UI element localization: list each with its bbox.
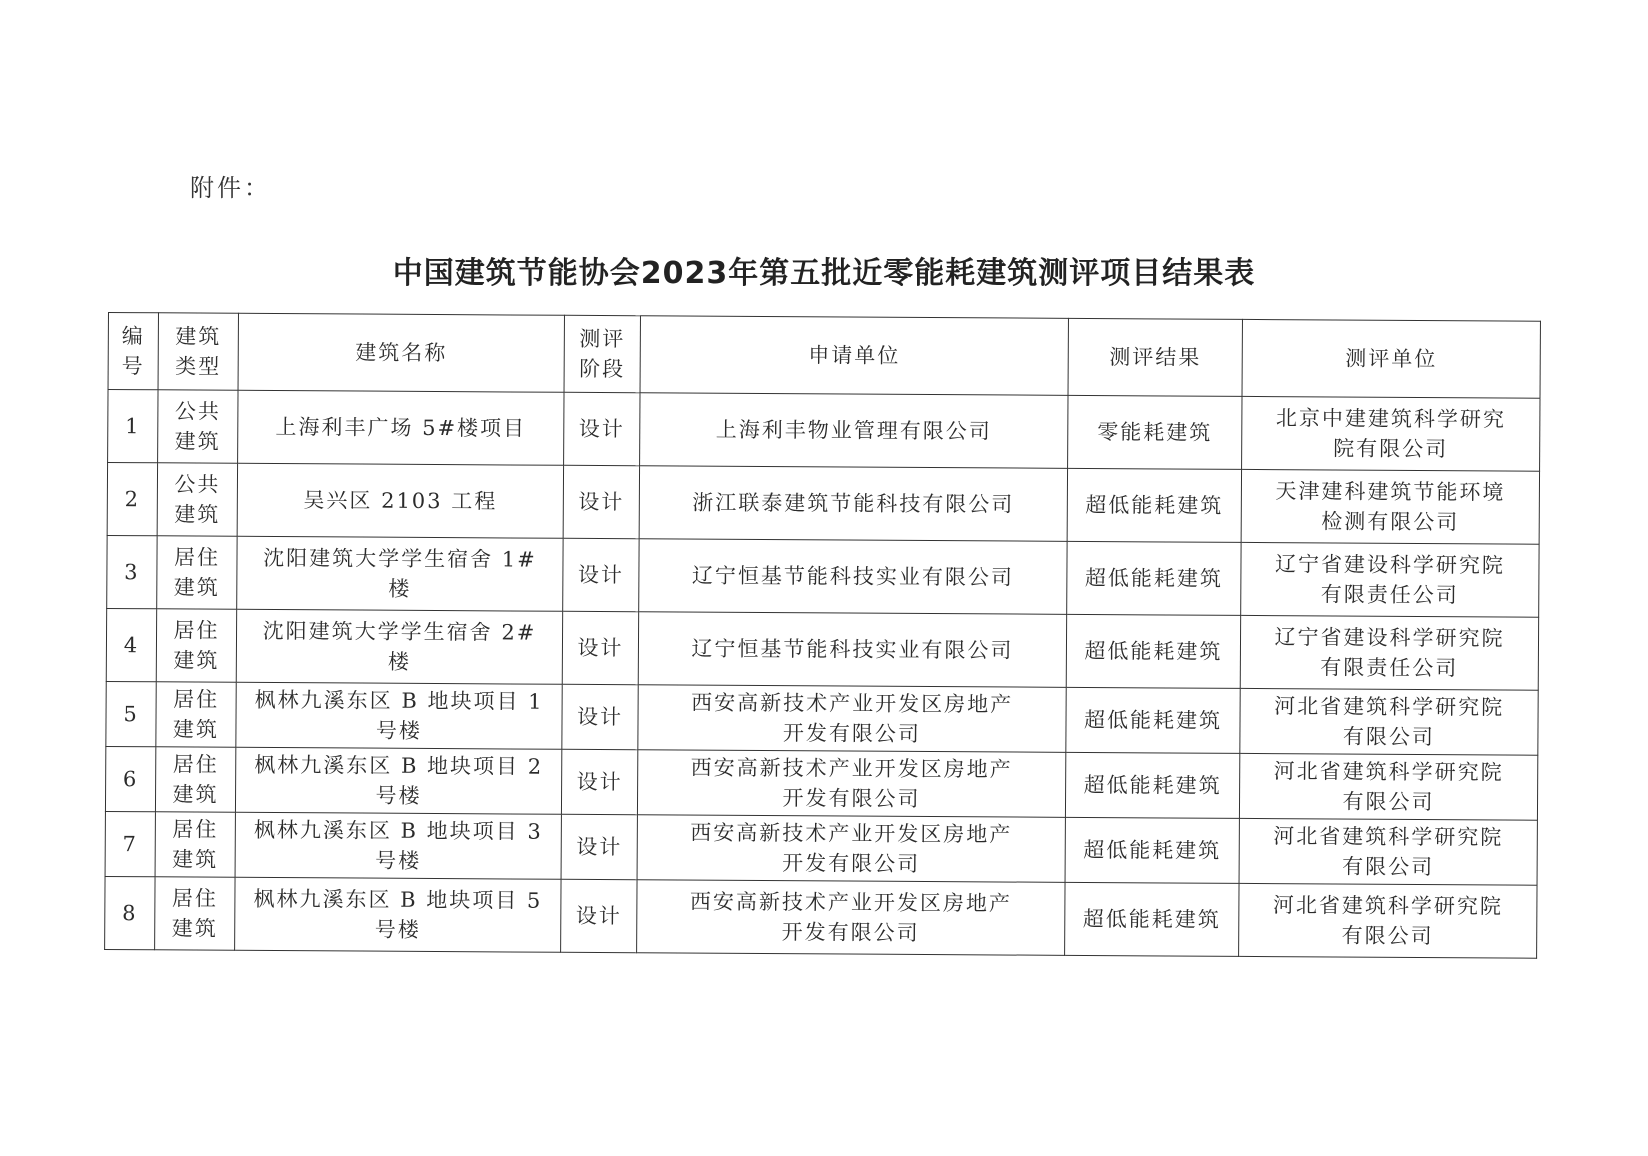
cell-building-type: 居住建筑	[156, 609, 236, 682]
cell-stage: 设计	[563, 465, 639, 538]
table-row	[108, 390, 1540, 472]
table-row	[106, 608, 1538, 690]
cell-applicant: 辽宁恒基节能科技实业有限公司	[639, 539, 1067, 615]
cell-evaluator: 辽宁省建设科学研究院有限责任公司	[1240, 615, 1538, 690]
cell-applicant: 辽宁恒基节能科技实业有限公司	[638, 612, 1066, 688]
cell-building-name: 枫林九溪东区 B 地块项目 5 号楼	[235, 877, 561, 952]
table-row	[105, 811, 1537, 885]
cell-building-name: 枫林九溪东区 B 地块项目 2 号楼	[235, 747, 561, 814]
cell-result: 超低能耗建筑	[1065, 752, 1239, 818]
cell-number: 7	[105, 811, 155, 876]
table-row	[105, 746, 1537, 820]
cell-building-name: 沈阳建筑大学学生宿舍 2#楼	[236, 609, 562, 684]
cell-number: 4	[106, 608, 156, 681]
cell-building-type: 居住建筑	[155, 812, 235, 877]
table-row	[106, 681, 1538, 755]
cell-number: 3	[107, 535, 157, 608]
cell-stage: 设计	[563, 538, 639, 611]
cell-result: 超低能耗建筑	[1065, 882, 1239, 956]
table-header-row	[108, 313, 1540, 399]
cell-result: 零能耗建筑	[1068, 395, 1242, 469]
cell-result: 超低能耗建筑	[1067, 541, 1241, 615]
cell-building-name: 上海利丰广场 5#楼项目	[238, 390, 564, 465]
cell-number: 6	[105, 746, 155, 811]
cell-building-name: 吴兴区 2103 工程	[237, 463, 563, 538]
cell-number: 5	[106, 681, 156, 746]
cell-stage: 设计	[561, 879, 637, 952]
cell-stage: 设计	[561, 749, 637, 814]
cell-number: 2	[107, 463, 157, 536]
results-table	[104, 312, 1541, 959]
column-header-applicant: 申请单位	[640, 316, 1068, 396]
cell-applicant: 西安高新技术产业开发区房地产开发有限公司	[637, 815, 1065, 883]
cell-building-type: 居住建筑	[157, 536, 237, 609]
column-header-number: 编号	[108, 313, 158, 390]
cell-building-name: 枫林九溪东区 B 地块项目 3 号楼	[235, 812, 561, 879]
cell-building-type: 公共建筑	[157, 463, 237, 536]
cell-building-type: 居住建筑	[155, 877, 235, 950]
cell-number: 8	[105, 876, 155, 949]
cell-building-name: 沈阳建筑大学学生宿舍 1#楼	[237, 536, 563, 611]
cell-result: 超低能耗建筑	[1066, 687, 1240, 753]
cell-result: 超低能耗建筑	[1067, 468, 1241, 542]
attachment-label: 附件：	[190, 174, 271, 202]
table-row	[107, 535, 1539, 617]
cell-stage: 设计	[561, 814, 637, 879]
cell-building-name: 枫林九溪东区 B 地块项目 1 号楼	[236, 682, 562, 749]
cell-result: 超低能耗建筑	[1065, 817, 1239, 883]
cell-applicant: 西安高新技术产业开发区房地产开发有限公司	[637, 880, 1065, 956]
cell-applicant: 西安高新技术产业开发区房地产开发有限公司	[638, 685, 1066, 753]
cell-building-type: 居住建筑	[155, 747, 235, 812]
table-row	[107, 463, 1539, 545]
cell-evaluator: 北京中建建筑科学研究院有限公司	[1242, 396, 1540, 471]
cell-stage: 设计	[562, 611, 638, 684]
table-row	[105, 876, 1537, 958]
table-body	[105, 390, 1540, 959]
cell-result: 超低能耗建筑	[1066, 614, 1240, 688]
cell-building-type: 居住建筑	[156, 682, 236, 747]
cell-evaluator: 辽宁省建设科学研究院有限责任公司	[1241, 542, 1539, 617]
cell-number: 1	[108, 390, 158, 463]
cell-evaluator: 天津建科建筑节能环境检测有限公司	[1241, 469, 1539, 544]
cell-stage: 设计	[564, 392, 640, 465]
cell-evaluator: 河北省建筑科学研究院有限公司	[1240, 688, 1538, 755]
cell-evaluator: 河北省建筑科学研究院有限公司	[1239, 818, 1537, 885]
column-header-building-type: 建筑类型	[158, 313, 238, 390]
cell-evaluator: 河北省建筑科学研究院有限公司	[1239, 753, 1537, 820]
cell-applicant: 浙江联泰建筑节能科技有限公司	[639, 466, 1067, 542]
column-header-evaluator: 测评单位	[1242, 319, 1540, 398]
cell-building-type: 公共建筑	[158, 390, 238, 463]
column-header-stage: 测评阶段	[564, 315, 640, 392]
document-title: 中国建筑节能协会2023年第五批近零能耗建筑测评项目结果表	[392, 256, 1256, 291]
cell-applicant: 上海利丰物业管理有限公司	[640, 393, 1068, 469]
cell-applicant: 西安高新技术产业开发区房地产开发有限公司	[637, 750, 1065, 818]
cell-stage: 设计	[562, 684, 638, 749]
column-header-building-name: 建筑名称	[238, 313, 564, 392]
cell-evaluator: 河北省建筑科学研究院有限公司	[1239, 883, 1537, 958]
column-header-result: 测评结果	[1068, 318, 1242, 396]
